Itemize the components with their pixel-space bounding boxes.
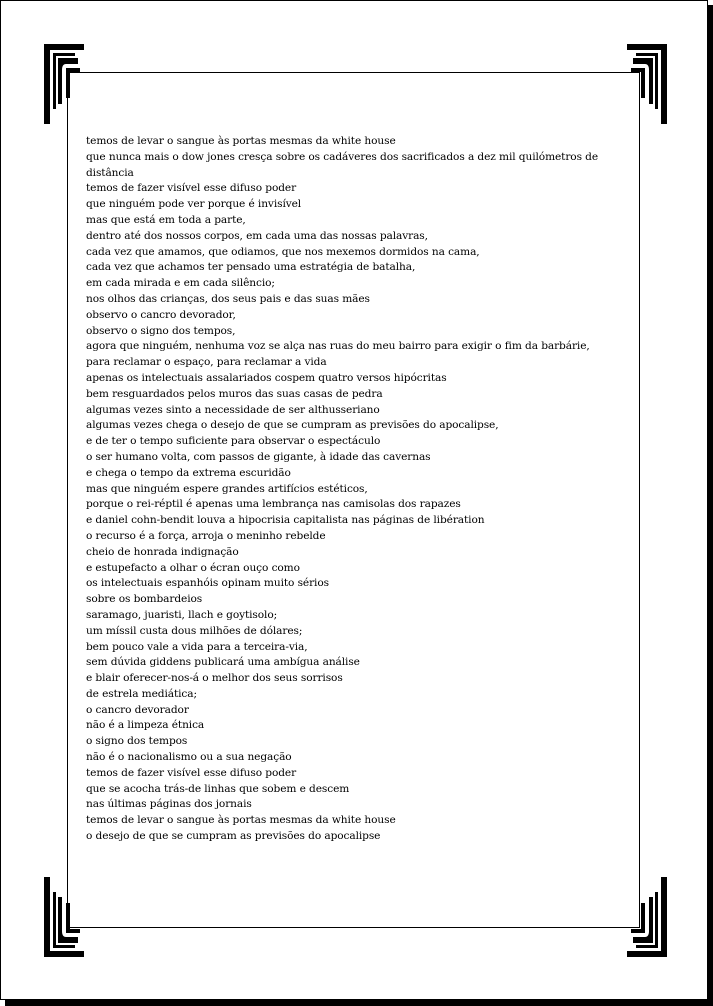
poem-line: apenas os intelectuais assalariados cospem quatro versos hipócritas [86,371,447,384]
poem-line: cada vez que amamos, que odiamos, que nos mexemos dormidos na cama, [86,245,480,258]
ornament-corner-bottom-left-icon [44,877,84,957]
poem-line: algumas vezes sinto a necessidade de ser althusseriano [86,403,380,416]
poem-line: dentro até dos nossos corpos, em cada uma das nossas palavras, [86,229,428,242]
poem-line: o recurso é a força, arroja o meninho rebelde [86,529,326,542]
poem-line: temos de fazer visível esse difuso poder [86,182,297,195]
poem-line: e chega o tempo da extrema escuridão [86,466,291,479]
poem-line: temos de levar o sangue às portas mesmas da white house [86,135,396,147]
poem-line: que ninguém pode ver porque é invisível [86,198,302,211]
poem-line: o desejo de que se cumpram as previsões do apocalipse [86,830,381,843]
poem-text [86,134,626,845]
poem-line: mas que está em toda a parte, [86,213,246,226]
poem-line: e estupefacto a olhar o écran ouço como [86,561,300,574]
poem-line: temos de fazer visível esse difuso poder [86,766,297,779]
poem-line: agora que ninguém, nenhuma voz se alça nas ruas do meu bairro para exigir o fim da barbárie, [86,340,590,353]
poem-line: nos olhos das crianças, dos seus pais e das suas mães [86,292,370,305]
poem-line: sem dúvida giddens publicará uma ambígua análise [86,656,360,669]
poem-line: para reclamar o espaço, para reclamar a vida [86,356,327,369]
poem-line: o ser humano volta, com passos de gigante, à idade das cavernas [86,450,431,463]
page-shadow-right [708,5,713,1005]
poem-line: de estrela mediática; [86,687,197,700]
poem-line: não é a limpeza étnica [86,719,205,732]
poem-line: temos de levar o sangue às portas mesmas da white house [86,814,396,827]
ornament-corner-bottom-right-icon [627,877,667,957]
poem-line: que nunca mais o dow jones cresça sobre os cadáveres dos sacrificados a dez mil quilómetros de distância [86,150,599,179]
poem-line: o cancro devorador [86,703,189,716]
poem-line: e de ter o tempo suficiente para observar o espectáculo [86,435,381,448]
poem-line: não é o nacionalismo ou a sua negação [86,751,292,764]
poem-line: bem resguardados pelos muros das suas casas de pedra [86,387,383,400]
poem-line: em cada mirada e em cada silêncio; [86,277,275,290]
poem-line: saramago, juaristi, llach e goytisolo; [86,608,278,621]
page-shadow-bottom [5,1000,713,1006]
poem-line: algumas vezes chega o desejo de que se cumpram as previsões do apocalipse, [86,419,499,432]
poem-line: um míssil custa dous milhões de dólares; [86,624,303,637]
poem-line: os intelectuais espanhóis opinam muito sérios [86,577,329,590]
poem-line: observo o signo dos tempos, [86,324,236,337]
poem-line: porque o rei-réptil é apenas uma lembrança nas camisolas dos rapazes [86,498,461,511]
poem-line: bem pouco vale a vida para a terceira-via, [86,640,308,653]
ornament-corner-top-right-icon [627,44,667,124]
poem-line: sobre os bombardeios [86,593,203,606]
poem-line: cheio de honrada indignação [86,545,239,558]
ornament-corner-top-left-icon [44,44,84,124]
poem-line: e daniel cohn-bendit louva a hipocrisia capitalista nas páginas de libération [86,514,485,527]
poem-line: nas últimas páginas dos jornais [86,798,252,811]
poem-line: o signo dos tempos [86,735,188,748]
poem-line: mas que ninguém espere grandes artifícios estéticos, [86,482,368,495]
poem-line: observo o cancro devorador, [86,308,236,321]
poem-line: e blair oferecer-nos-á o melhor dos seus sorrisos [86,672,343,685]
poem-line: cada vez que achamos ter pensado uma estratégia de batalha, [86,261,416,274]
poem-line: que se acocha trás-de linhas que sobem e descem [86,782,350,795]
